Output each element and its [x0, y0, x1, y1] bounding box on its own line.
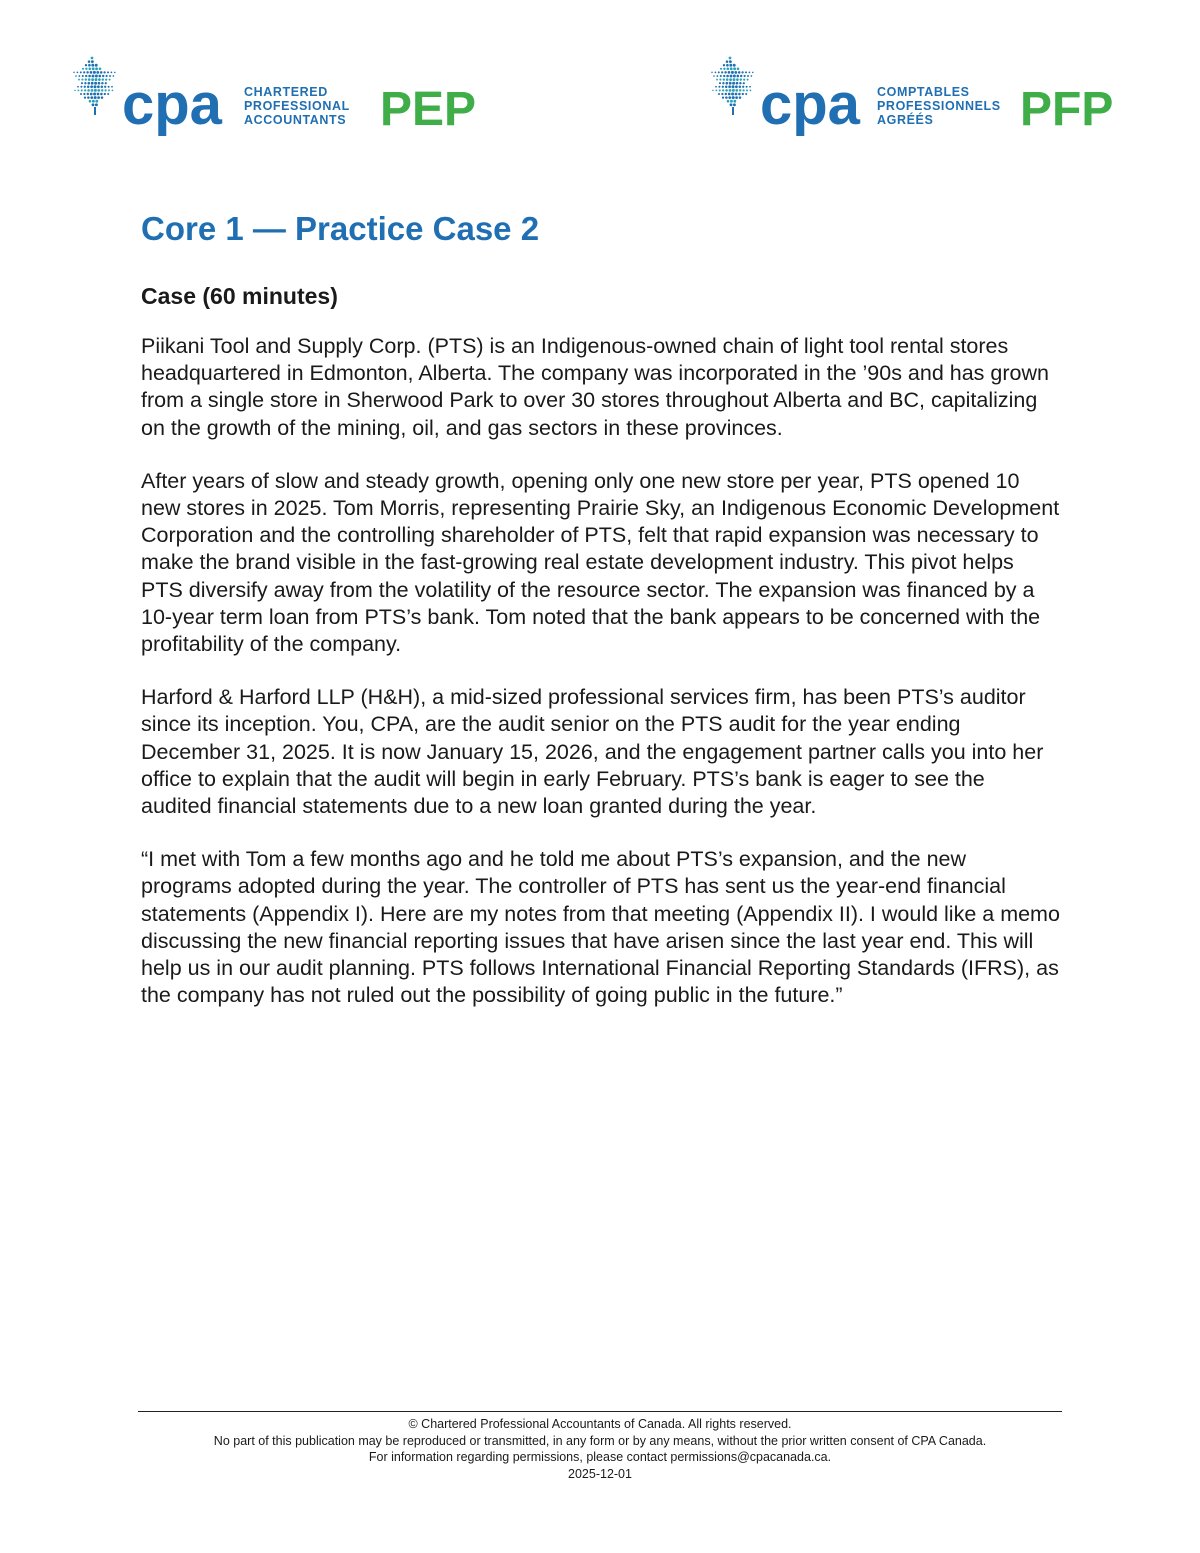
leaf-dot	[729, 89, 732, 92]
leaf-dot	[84, 86, 86, 88]
leaf-dot	[732, 85, 735, 88]
leaf-dot	[727, 100, 730, 103]
leaf-dot	[729, 82, 732, 85]
leaf-dot	[722, 96, 724, 98]
cpa-english-logo-graphic	[72, 52, 502, 142]
leaf-dot	[728, 71, 731, 74]
leaf-dot	[716, 90, 718, 92]
maple-leaf-icon	[711, 57, 753, 115]
paragraph-1: Piikani Tool and Supply Corp. (PTS) is an Indigenous-owned chain of light tool rental stores headquartered in Edmonton, Alberta. The company was incorporated in the ’90s and has grown from a single store in Sherwood Park to over 30 stores throughout Alberta and BC, capitalizing on the growth of the mining, oil, and gas sectors in these provinces.	[141, 334, 1049, 440]
leaf-dot	[81, 79, 83, 81]
leaf-dot	[724, 71, 726, 73]
leaf-dot	[111, 86, 113, 88]
leaf-dot	[95, 100, 98, 103]
leaf-dot	[98, 75, 101, 78]
leaf-dot	[715, 86, 717, 88]
cpa-pfp-logo	[710, 52, 1130, 142]
document-body	[141, 205, 1061, 1009]
leaf-dot	[92, 100, 95, 103]
program-pep: PEP	[380, 83, 477, 136]
leaf-dot	[101, 96, 104, 99]
leaf-dot	[97, 85, 100, 88]
leaf-dot	[712, 90, 714, 92]
leaf-dot	[88, 67, 91, 70]
leaf-dot	[90, 85, 93, 88]
leaf-dot	[95, 67, 98, 70]
leaf-dot	[84, 89, 86, 91]
leaf-dot	[88, 82, 91, 85]
leaf-dot	[104, 93, 106, 95]
leaf-dot	[82, 75, 84, 77]
leaf-dot	[739, 82, 741, 84]
cpa-brand-text: cpa	[760, 72, 860, 137]
leaf-dot	[732, 89, 735, 92]
paragraph-4: “I met with Tom a few months ago and he told me about PTS’s expansion, and the new programs adopted during the year. The controller of PTS has sent us the year-end financial statements (Appendix I). Here are my notes from that meeting (Appendix II). I would like a memo discussing the new financial reporting issues that have arisen since the last year end. This will help us in our audit planning. PTS follows International Financial Reporting Standards (IFRS), as the company has not ruled out the possibility of going public in the future.”	[141, 847, 1060, 1008]
leaf-dot	[75, 75, 77, 77]
leaf-dot	[91, 82, 94, 85]
leaf-dot	[109, 79, 111, 81]
footer-permissions: For information regarding permissions, please contact permissions@cpacanada.ca.	[368, 1450, 832, 1464]
footer-divider	[138, 1411, 1062, 1412]
leaf-dot	[711, 72, 712, 73]
leaf-dot	[740, 78, 742, 80]
leaf-dot	[108, 86, 110, 88]
leaf-dot	[102, 78, 104, 80]
leaf-dot	[730, 100, 733, 103]
leaf-dot	[733, 64, 736, 67]
leaf-dot	[740, 75, 742, 77]
footer-copyright: © Chartered Professional Accountants of Canada. All rights reserved.	[408, 1417, 792, 1431]
leaf-dot	[94, 96, 97, 99]
leaf-dot	[733, 100, 736, 103]
leaf-dot	[80, 71, 82, 73]
leaf-dot	[77, 72, 79, 74]
leaf-dot	[81, 89, 83, 91]
leaf-dot	[729, 57, 732, 60]
leaf-dot	[723, 75, 725, 77]
leaf-dot	[91, 78, 94, 81]
leaf-dot	[722, 89, 724, 91]
leaf-dot	[742, 89, 744, 91]
leaf-dot	[88, 60, 91, 63]
leaf-dot	[716, 75, 718, 77]
leaf-dot	[726, 82, 729, 85]
leaf-dot	[78, 79, 80, 81]
leaf-dot	[739, 86, 742, 89]
logo-line-3: AGRÉÉS	[877, 113, 934, 127]
leaf-dot	[732, 96, 735, 99]
case-subtitle: Case (60 minutes)	[141, 283, 338, 309]
leaf-dot	[739, 96, 742, 99]
leaf-dot	[90, 96, 93, 99]
logo-line-3: ACCOUNTANTS	[244, 113, 347, 127]
leaf-dot	[731, 71, 734, 74]
leaf-dot	[109, 75, 111, 77]
leaf-dot	[713, 75, 715, 77]
leaf-dot	[93, 93, 96, 96]
leaf-dot	[80, 86, 82, 88]
leaf-dot	[91, 64, 94, 67]
leaf-dot	[91, 57, 94, 60]
leaf-dot	[738, 71, 741, 74]
leaf-dot	[719, 89, 721, 91]
leaf-dot	[101, 89, 103, 91]
leaf-dot	[73, 72, 74, 73]
leaf-dot	[739, 89, 741, 91]
paragraph-3: Harford & Harford LLP (H&H), a mid-sized professional services firm, has been PTS’s auditor since its inception. You, CPA, are the audit senior on the PTS audit for the year ending December 31, 2025. It is now January 15, 2026, and the engagement partner calls you into her office to explain that the audit will begin in early February. PTS’s bank is eager to see the audited financial statements due to a new loan granted during the year.	[141, 685, 1044, 819]
leaf-dot	[83, 71, 85, 73]
leaf-dot	[105, 79, 107, 81]
leaf-dot	[85, 68, 87, 70]
leaf-dot	[91, 89, 94, 92]
leaf-dot	[105, 82, 107, 84]
leaf-dot	[98, 78, 101, 81]
leaf-stem	[94, 107, 96, 115]
footer-notice: No part of this publication may be reproduced or transmitted, in any form or by any means, without the prior written consent of CPA Canada.	[213, 1433, 987, 1448]
leaf-dot	[718, 71, 720, 73]
leaf-dot	[744, 75, 746, 77]
cpa-pep-logo	[72, 52, 502, 142]
leaf-dot	[97, 89, 100, 92]
leaf-dot	[734, 71, 737, 74]
leaf-dot	[87, 89, 90, 92]
leaf-dot	[108, 89, 110, 91]
leaf-dot	[104, 89, 106, 91]
leaf-dot	[745, 93, 747, 95]
leaf-dot	[722, 82, 724, 84]
leaf-dot	[736, 75, 739, 78]
leaf-dot	[723, 64, 725, 66]
leaf-dot	[725, 89, 728, 92]
logo-line-2: PROFESSIONAL	[244, 99, 350, 113]
leaf-dot	[719, 79, 721, 81]
maple-leaf-icon	[73, 57, 115, 115]
leaf-dot	[106, 75, 108, 77]
leaf-dot	[723, 68, 725, 70]
leaf-dot	[741, 71, 743, 73]
leaf-dot	[716, 79, 718, 81]
leaf-stem	[732, 107, 734, 115]
leaf-dot	[89, 100, 92, 103]
leaf-dot	[731, 93, 734, 96]
leaf-dot	[733, 75, 736, 78]
leaf-dot	[97, 96, 100, 99]
leaf-dot	[87, 86, 90, 89]
leaf-dot	[752, 72, 754, 74]
leaf-dot	[85, 75, 87, 77]
leaf-dot	[726, 60, 729, 63]
leaf-dot	[84, 96, 86, 98]
leaf-dot	[735, 96, 738, 99]
leaf-dot	[735, 85, 738, 88]
leaf-dot	[742, 86, 744, 88]
leaf-dot	[733, 103, 736, 106]
leaf-dot	[720, 75, 722, 77]
leaf-dot	[92, 75, 95, 78]
leaf-dot	[87, 96, 90, 99]
leaf-dot	[745, 71, 747, 73]
leaf-dot	[749, 72, 751, 74]
program-pfp: PFP	[1020, 83, 1114, 136]
leaf-dot	[732, 82, 735, 85]
leaf-dot	[735, 93, 738, 96]
leaf-dot	[77, 86, 79, 88]
leaf-dot	[726, 67, 729, 70]
leaf-dot	[112, 90, 114, 92]
footer	[100, 1416, 1100, 1482]
leaf-dot	[750, 90, 752, 92]
leaf-dot	[747, 79, 749, 81]
logo-line-1: CHARTERED	[244, 85, 328, 99]
page-title: Core 1 — Practice Case 2	[141, 210, 540, 247]
leaf-dot	[74, 90, 76, 92]
leaf-dot	[715, 72, 717, 74]
leaf-dot	[721, 93, 723, 95]
leaf-dot	[103, 71, 105, 73]
leaf-dot	[101, 82, 103, 84]
leaf-dot	[98, 82, 101, 85]
leaf-dot	[92, 67, 95, 70]
leaf-dot	[743, 79, 745, 81]
leaf-dot	[726, 78, 729, 81]
leaf-dot	[96, 71, 99, 74]
leaf-dot	[93, 71, 96, 74]
leaf-dot	[78, 90, 80, 92]
leaf-dot	[86, 71, 88, 73]
leaf-dot	[90, 93, 93, 96]
leaf-dot	[720, 68, 722, 70]
leaf-dot	[92, 103, 95, 106]
leaf-dot	[733, 78, 736, 81]
leaf-dot	[95, 103, 98, 106]
leaf-dot	[82, 68, 84, 70]
leaf-dot	[95, 78, 98, 81]
leaf-dot	[80, 93, 82, 95]
leaf-dot	[723, 78, 725, 80]
leaf-dot	[88, 75, 91, 78]
cpa-french-logo-graphic	[710, 52, 1130, 142]
leaf-dot	[728, 85, 731, 88]
leaf-dot	[730, 67, 733, 70]
leaf-dot	[107, 93, 109, 95]
leaf-dot	[738, 93, 741, 96]
leaf-dot	[729, 78, 732, 81]
leaf-dot	[743, 82, 745, 84]
leaf-dot	[83, 93, 85, 95]
leaf-dot	[84, 82, 86, 84]
leaf-dot	[730, 75, 733, 78]
leaf-dot	[719, 82, 721, 84]
leaf-dot	[751, 75, 753, 77]
leaf-dot	[85, 78, 87, 80]
cpa-brand-text: cpa	[122, 72, 222, 137]
leaf-dot	[87, 93, 89, 95]
leaf-dot	[725, 86, 728, 89]
leaf-dot	[104, 86, 106, 88]
leaf-dot	[746, 86, 748, 88]
logo-line-2: PROFESSIONNELS	[877, 99, 1001, 113]
leaf-dot	[722, 86, 724, 88]
leaf-dot	[726, 75, 729, 78]
leaf-dot	[747, 75, 749, 77]
leaf-dot	[94, 89, 97, 92]
leaf-dot	[94, 85, 97, 88]
leaf-dot	[746, 89, 748, 91]
leaf-dot	[728, 93, 731, 96]
leaf-dot	[736, 82, 739, 85]
leaf-dot	[85, 64, 87, 66]
leaf-dot	[728, 96, 731, 99]
leaf-dot	[99, 67, 102, 70]
leaf-dot	[749, 86, 751, 88]
leaf-dot	[729, 60, 732, 63]
leaf-dot	[78, 75, 80, 77]
leaf-dot	[97, 93, 100, 96]
leaf-dot	[100, 93, 103, 96]
leaf-dot	[95, 75, 98, 78]
paragraph-2: After years of slow and steady growth, opening only one new store per year, PTS opened 10 new stores in 2025. Tom Morris, representing Prairie Sky, an Indigenous Economic Development Corporation and the controlling shareholder of PTS, felt that rapid expansion was necessary to make the brand visible in the fast-growing real estate development industry. This pivot helps PTS diversify away from the volatility of the resource sector. The expansion was financed by a 10-year term loan from PTS’s bank. Tom noted that the bank appears to be concerned with the profitability of the company.	[141, 468, 1060, 657]
leaf-dot	[113, 75, 115, 77]
leaf-dot	[742, 93, 744, 95]
leaf-dot	[95, 64, 98, 67]
leaf-dot	[91, 60, 94, 63]
leaf-dot	[726, 64, 729, 67]
footer-date: 2025-12-01	[568, 1466, 632, 1481]
leaf-dot	[730, 103, 733, 106]
leaf-dot	[737, 67, 740, 70]
leaf-dot	[725, 96, 728, 99]
leaf-dot	[735, 89, 738, 92]
leaf-dot	[718, 86, 720, 88]
leaf-dot	[88, 78, 91, 81]
leaf-dot	[718, 93, 720, 95]
leaf-dot	[81, 82, 83, 84]
leaf-dot	[107, 71, 109, 73]
leaf-dot	[94, 82, 97, 85]
leaf-dot	[90, 71, 93, 74]
leaf-dot	[111, 72, 113, 74]
leaf-dot	[721, 71, 723, 73]
leaf-dot	[101, 86, 104, 89]
leaf-dot	[725, 93, 727, 95]
leaf-dot	[733, 67, 736, 70]
leaf-dot	[729, 64, 732, 67]
logo-line-1: COMPTABLES	[877, 85, 970, 99]
leaf-dot	[102, 75, 104, 77]
leaf-dot	[114, 72, 116, 74]
leaf-dot	[100, 71, 103, 74]
leaf-dot	[88, 64, 91, 67]
leaf-dot	[736, 78, 739, 81]
